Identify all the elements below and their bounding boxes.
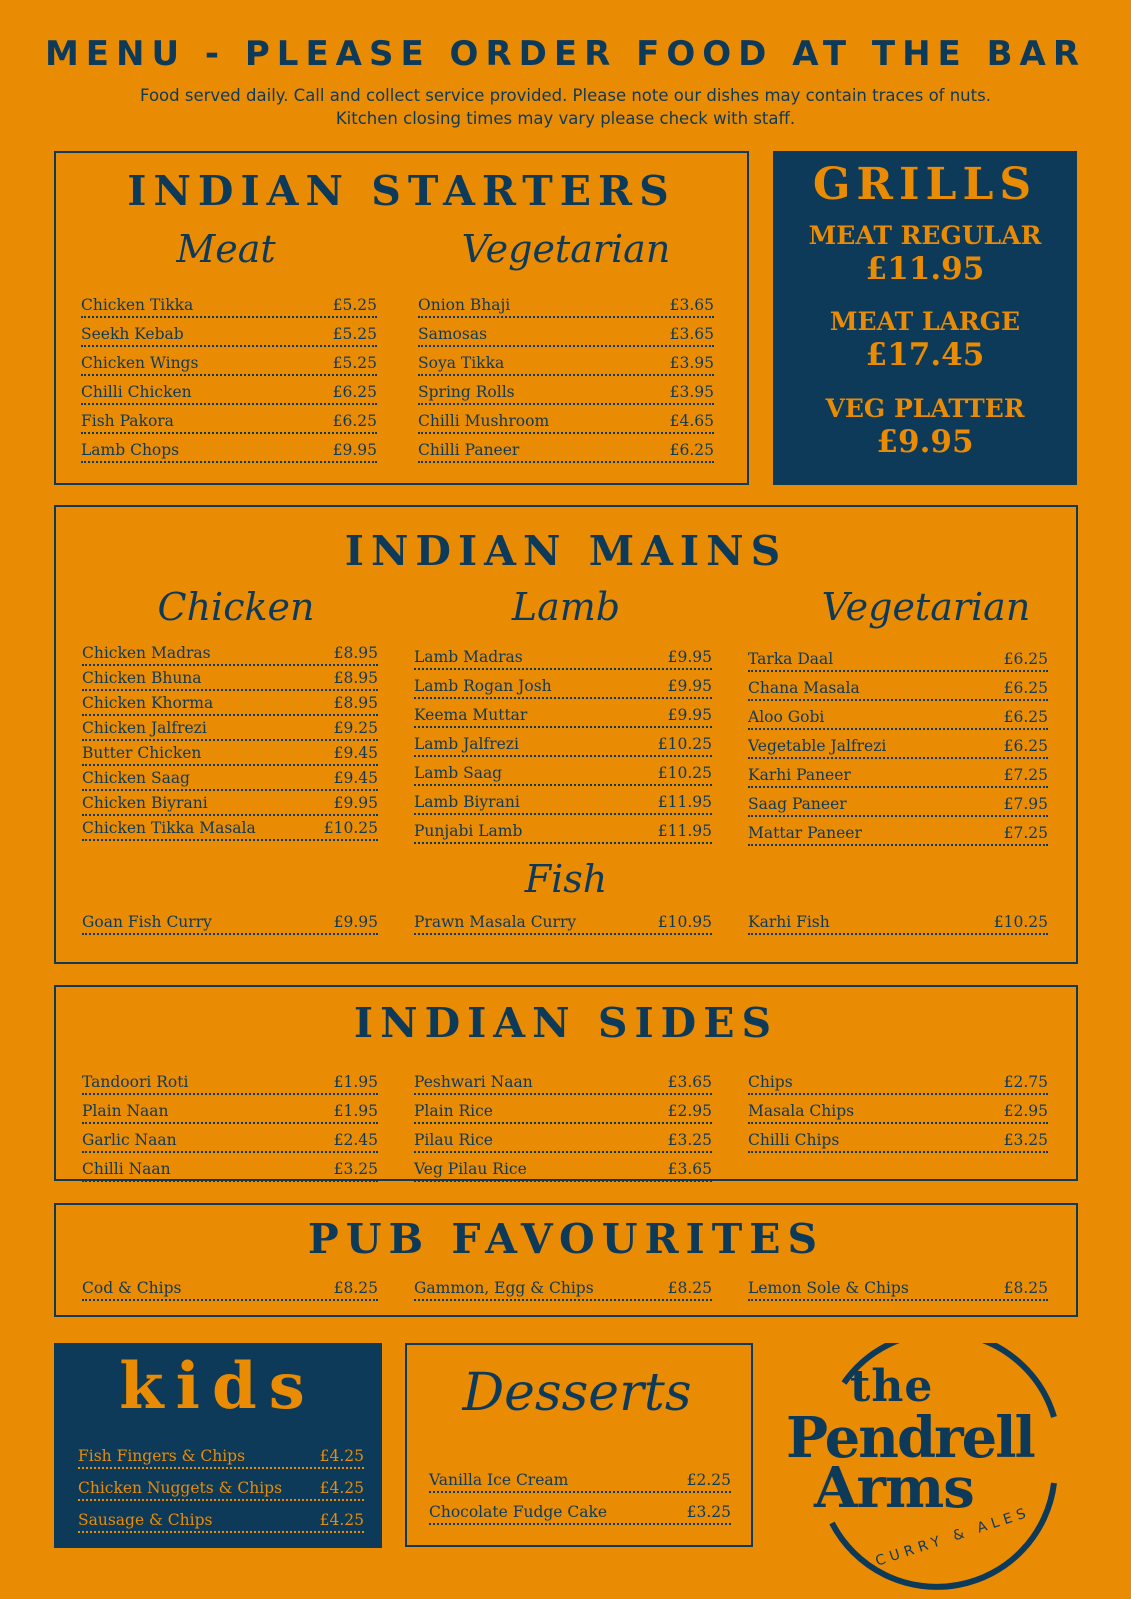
logo-tagline: CURRY & ALES <box>873 1504 1033 1570</box>
menu-item <box>82 641 378 666</box>
menu-item <box>748 1066 1048 1095</box>
item-name: Tarka Daal <box>748 650 834 668</box>
mains-veg-heading: Vegetarian <box>821 585 1031 629</box>
item-name: Lemon Sole & Chips <box>748 1279 909 1297</box>
item-price: £3.65 <box>667 1073 712 1091</box>
menu-item <box>82 666 378 691</box>
menu-item <box>414 1124 712 1153</box>
item-price: £6.25 <box>1003 679 1048 697</box>
menu-item <box>82 1153 378 1182</box>
page-title: MENU - PLEASE ORDER FOOD AT THE BAR <box>44 34 1087 74</box>
item-name: Cod & Chips <box>82 1279 182 1297</box>
grill-meat-large-price: £17.45 <box>865 337 985 373</box>
item-price: £10.25 <box>657 735 712 753</box>
menu-item <box>748 1124 1048 1153</box>
menu-item <box>748 701 1048 730</box>
item-name: Soya Tikka <box>418 354 505 372</box>
desserts-list <box>429 1461 731 1525</box>
item-price: £2.25 <box>686 1471 731 1489</box>
menu-item <box>81 405 377 434</box>
pub-item-1 <box>82 1275 378 1301</box>
item-price: £3.25 <box>686 1503 731 1521</box>
pendrell-arms-logo <box>786 1343 1080 1593</box>
item-price: £5.25 <box>332 354 377 372</box>
item-price: £10.95 <box>657 913 712 931</box>
mains-chicken-list <box>82 641 378 841</box>
mains-title: INDIAN MAINS <box>344 527 788 575</box>
item-price: £9.45 <box>333 769 378 787</box>
item-price: £3.25 <box>333 1160 378 1178</box>
item-name: Keema Muttar <box>414 706 528 724</box>
menu-item <box>82 691 378 716</box>
menu-item <box>82 1066 378 1095</box>
item-price: £3.65 <box>669 296 714 314</box>
sides-title: INDIAN SIDES <box>353 999 779 1047</box>
item-name: Vanilla Ice Cream <box>429 1471 569 1489</box>
menu-item <box>429 1461 731 1493</box>
item-name: Chilli Paneer <box>418 441 520 459</box>
item-price: £6.25 <box>1003 737 1048 755</box>
menu-item <box>78 1469 364 1501</box>
item-name: Fish Pakora <box>81 412 174 430</box>
mains-veg-list <box>748 643 1048 846</box>
grill-meat-regular-label: MEAT REGULAR <box>808 221 1042 250</box>
mains-fish-heading: Fish <box>524 857 608 901</box>
item-name: Chicken Wings <box>81 354 199 372</box>
item-price: £3.95 <box>669 383 714 401</box>
item-name: Chocolate Fudge Cake <box>429 1503 608 1521</box>
item-name: Chicken Biyrani <box>82 794 208 812</box>
item-price: £4.25 <box>319 1447 364 1465</box>
item-price: £10.25 <box>323 819 378 837</box>
item-price: £7.95 <box>1003 795 1048 813</box>
item-name: Peshwari Naan <box>414 1073 533 1091</box>
item-price: £10.25 <box>657 764 712 782</box>
item-name: Samosas <box>418 325 488 343</box>
item-name: Masala Chips <box>748 1102 855 1120</box>
menu-item <box>414 786 712 815</box>
item-price: £9.95 <box>667 648 712 666</box>
menu-item <box>82 741 378 766</box>
menu-item <box>82 791 378 816</box>
item-name: Saag Paneer <box>748 795 847 813</box>
menu-item <box>414 757 712 786</box>
item-name: Chilli Mushroom <box>418 412 550 430</box>
item-name: Karhi Fish <box>748 913 830 931</box>
fish-item-1 <box>82 909 378 935</box>
item-name: Lamb Chops <box>81 441 180 459</box>
item-price: £11.95 <box>657 793 712 811</box>
item-name: Lamb Rogan Josh <box>414 677 552 695</box>
item-price: £8.25 <box>667 1279 712 1297</box>
item-price: £4.65 <box>669 412 714 430</box>
item-price: £2.95 <box>667 1102 712 1120</box>
item-price: £6.25 <box>1003 708 1048 726</box>
item-name: Chicken Bhuna <box>82 669 202 687</box>
menu-item <box>414 670 712 699</box>
pub-section <box>54 1203 1078 1317</box>
item-price: £3.25 <box>667 1131 712 1149</box>
item-price: £2.95 <box>1003 1102 1048 1120</box>
grill-veg-platter-label: VEG PLATTER <box>825 394 1025 423</box>
menu-item <box>748 788 1048 817</box>
item-name: Seekh Kebab <box>81 325 184 343</box>
item-price: £10.25 <box>993 913 1048 931</box>
menu-item <box>81 318 377 347</box>
item-price: £1.95 <box>333 1073 378 1091</box>
item-name: Sausage & Chips <box>78 1511 213 1529</box>
menu-item <box>418 289 714 318</box>
item-price: £11.95 <box>657 822 712 840</box>
mains-lamb-list <box>414 641 712 844</box>
grill-meat-regular-price: £11.95 <box>865 251 985 287</box>
menu-item <box>78 1501 364 1533</box>
item-name: Chicken Nuggets & Chips <box>78 1479 283 1497</box>
menu-item <box>81 376 377 405</box>
pub-item-3 <box>748 1275 1048 1301</box>
item-name: Plain Naan <box>82 1102 169 1120</box>
item-name: Garlic Naan <box>82 1131 177 1149</box>
item-name: Chicken Tikka Masala <box>82 819 256 837</box>
menu-item <box>748 1095 1048 1124</box>
item-price: £1.95 <box>333 1102 378 1120</box>
menu-item <box>418 376 714 405</box>
menu-item <box>748 643 1048 672</box>
item-price: £8.25 <box>1003 1279 1048 1297</box>
starters-title: INDIAN STARTERS <box>127 167 676 215</box>
item-price: £3.65 <box>669 325 714 343</box>
menu-item <box>429 1493 731 1525</box>
item-name: Pilau Rice <box>414 1131 493 1149</box>
item-price: £2.45 <box>333 1131 378 1149</box>
menu-item <box>414 728 712 757</box>
item-name: Aloo Gobi <box>748 708 825 726</box>
kids-section <box>54 1343 382 1548</box>
item-name: Chilli Chips <box>748 1131 840 1149</box>
item-price: £3.65 <box>667 1160 712 1178</box>
menu-item <box>81 347 377 376</box>
item-price: £8.25 <box>333 1279 378 1297</box>
item-name: Prawn Masala Curry <box>414 913 577 931</box>
item-price: £5.25 <box>332 296 377 314</box>
item-price: £3.95 <box>669 354 714 372</box>
pub-title: PUB FAVOURITES <box>307 1215 825 1263</box>
mains-lamb-heading: Lamb <box>511 585 621 629</box>
item-name: Chicken Khorma <box>82 694 214 712</box>
item-price: £5.25 <box>332 325 377 343</box>
menu-item <box>748 672 1048 701</box>
item-name: Lamb Jalfrezi <box>414 735 519 753</box>
starters-veg-list <box>418 289 714 463</box>
item-price: £9.95 <box>332 441 377 459</box>
grill-meat-large-label: MEAT LARGE <box>829 307 1021 336</box>
logo-pendrell: Pendrell <box>786 1405 1034 1471</box>
menu-item <box>418 405 714 434</box>
menu-item <box>748 730 1048 759</box>
starters-meat-heading: Meat <box>176 227 276 271</box>
mains-chicken-heading: Chicken <box>157 585 315 629</box>
item-price: £6.25 <box>1003 650 1048 668</box>
menu-item <box>414 1153 712 1182</box>
item-name: Chips <box>748 1073 793 1091</box>
desserts-title: Desserts <box>462 1363 692 1423</box>
menu-item <box>82 716 378 741</box>
starters-veg-heading: Vegetarian <box>461 227 671 271</box>
item-price: £6.25 <box>332 412 377 430</box>
sides-section <box>54 985 1078 1181</box>
item-name: Spring Rolls <box>418 383 515 401</box>
grills-title: GRILLS <box>812 159 1038 210</box>
item-name: Lamb Biyrani <box>414 793 520 811</box>
menu-item <box>414 815 712 844</box>
kitchen-note: Kitchen closing times may vary please check with staff. <box>335 109 796 128</box>
item-name: Chilli Naan <box>82 1160 171 1178</box>
item-price: £7.25 <box>1003 824 1048 842</box>
menu-item <box>82 766 378 791</box>
item-name: Gammon, Egg & Chips <box>414 1279 594 1297</box>
menu-item <box>418 434 714 463</box>
item-name: Karhi Paneer <box>748 766 851 784</box>
sides-col2 <box>414 1066 712 1182</box>
item-price: £9.95 <box>667 677 712 695</box>
item-price: £9.95 <box>333 913 378 931</box>
item-price: £8.95 <box>333 644 378 662</box>
item-name: Lamb Madras <box>414 648 523 666</box>
item-price: £8.95 <box>333 669 378 687</box>
menu-item <box>82 1095 378 1124</box>
logo-the: the <box>850 1361 934 1412</box>
sides-col3 <box>748 1066 1048 1153</box>
service-note: Food served daily. Call and collect service provided. Please note our dishes may contain traces of nuts. <box>140 86 991 105</box>
item-price: £7.25 <box>1003 766 1048 784</box>
item-name: Punjabi Lamb <box>414 822 523 840</box>
menu-item <box>82 816 378 841</box>
item-name: Chicken Madras <box>82 644 211 662</box>
page-subtitle <box>60 84 1071 130</box>
item-name: Fish Fingers & Chips <box>78 1447 246 1465</box>
item-price: £3.25 <box>1003 1131 1048 1149</box>
menu-item <box>81 289 377 318</box>
menu-item <box>748 817 1048 846</box>
item-price: £6.25 <box>669 441 714 459</box>
menu-item <box>748 759 1048 788</box>
item-price: £4.25 <box>319 1479 364 1497</box>
fish-item-2 <box>414 909 712 935</box>
item-price: £9.45 <box>333 744 378 762</box>
item-name: Chicken Saag <box>82 769 190 787</box>
item-name: Butter Chicken <box>82 744 202 762</box>
menu-item <box>78 1437 364 1469</box>
fish-item-3 <box>748 909 1048 935</box>
menu-item <box>418 318 714 347</box>
grill-veg-platter-price: £9.95 <box>876 424 974 460</box>
item-name: Onion Bhaji <box>418 296 511 314</box>
logo-arms: Arms <box>814 1455 974 1521</box>
menu-item <box>414 699 712 728</box>
menu-item <box>414 1095 712 1124</box>
grills-section <box>773 151 1077 485</box>
item-price: £4.25 <box>319 1511 364 1529</box>
mains-section <box>54 505 1078 964</box>
item-name: Chicken Tikka <box>81 296 194 314</box>
item-name: Chilli Chicken <box>81 383 192 401</box>
item-name: Chana Masala <box>748 679 860 697</box>
menu-item <box>418 347 714 376</box>
menu-item <box>82 1124 378 1153</box>
item-name: Tandoori Roti <box>82 1073 189 1091</box>
item-price: £2.75 <box>1003 1073 1048 1091</box>
item-name: Lamb Saag <box>414 764 503 782</box>
item-name: Chicken Jalfrezi <box>82 719 207 737</box>
starters-meat-list <box>81 289 377 463</box>
item-name: Vegetable Jalfrezi <box>748 737 887 755</box>
item-price: £9.25 <box>333 719 378 737</box>
item-price: £9.95 <box>333 794 378 812</box>
item-price: £6.25 <box>332 383 377 401</box>
item-price: £8.95 <box>333 694 378 712</box>
item-name: Goan Fish Curry <box>82 913 212 931</box>
kids-title: kids <box>119 1349 317 1424</box>
item-name: Veg Pilau Rice <box>414 1160 527 1178</box>
item-price: £9.95 <box>667 706 712 724</box>
desserts-section <box>405 1343 753 1547</box>
item-name: Plain Rice <box>414 1102 493 1120</box>
sides-col1 <box>82 1066 378 1182</box>
menu-item <box>414 1066 712 1095</box>
item-name: Mattar Paneer <box>748 824 862 842</box>
menu-item <box>81 434 377 463</box>
pub-item-2 <box>414 1275 712 1301</box>
menu-item <box>414 641 712 670</box>
kids-list <box>78 1437 364 1533</box>
starters-section <box>54 151 749 485</box>
